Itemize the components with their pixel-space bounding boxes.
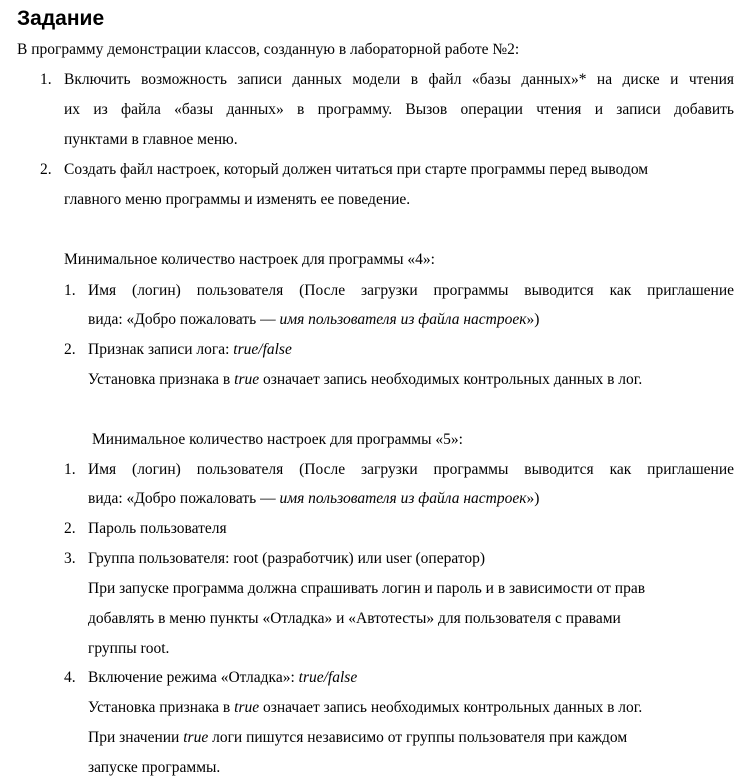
setting-note: Установка признака в true означает запись необходимых контрольных данных в лог. (88, 371, 643, 388)
setting-text-line: вида: «Добро пожаловать — имя пользователя из файла настроек») (88, 490, 540, 507)
setting-emphasis: имя пользователя из файла настроек (279, 311, 527, 328)
setting-number: 4. (64, 669, 76, 686)
task-number: 1. (40, 71, 52, 88)
setting-number: 3. (64, 550, 76, 567)
setting-text-line: Включение режима «Отладка»: true/false (88, 669, 358, 686)
task-text-line: Включить возможность записи данных модели в файл «базы данных»* на диске и чтения (64, 71, 734, 88)
setting-number: 1. (64, 461, 76, 478)
grade4-title: Минимальное количество настроек для программы «4»: (64, 251, 435, 268)
setting-text-line: Признак записи лога: true/false (88, 341, 292, 358)
setting-value: true/false (233, 341, 292, 358)
task-number: 2. (40, 161, 52, 178)
setting-note: добавлять в меню пункты «Отладка» и «Автотесты» для пользователя с правами (88, 610, 621, 627)
setting-text-line: Имя (логин) пользователя (После загрузки программы выводится как приглашение (88, 461, 734, 478)
task-text-line: их из файла «базы данных» в программу. Вызов операции чтения и записи добавить (64, 101, 734, 118)
setting-text-line: Имя (логин) пользователя (После загрузки программы выводится как приглашение (88, 282, 734, 299)
setting-note: При запуске программа должна спрашивать логин и пароль и в зависимости от прав (88, 580, 646, 597)
setting-number: 2. (64, 341, 76, 358)
setting-note: При значении true логи пишутся независимо от группы пользователя при каждом (88, 729, 628, 746)
intro-text: В программу демонстрации классов, созданную в лабораторной работе №2: (17, 41, 520, 58)
setting-text-line: вида: «Добро пожаловать — имя пользователя из файла настроек») (88, 311, 540, 328)
setting-value: true/false (298, 669, 358, 686)
setting-number: 1. (64, 282, 76, 299)
task-text-line: главного меню программы и изменять ее поведение. (64, 191, 411, 208)
page-heading: Задание (17, 7, 105, 30)
setting-text-line: Группа пользователя: root (разработчик) или user (оператор) (88, 550, 486, 567)
grade5-title: Минимальное количество настроек для программы «5»: (92, 431, 463, 448)
task-text-line: Создать файл настроек, который должен читаться при старте программы перед выводом (64, 161, 649, 178)
task-text-line: пунктами в главное меню. (64, 131, 238, 148)
setting-emphasis: имя пользователя из файла настроек (279, 490, 527, 507)
setting-number: 2. (64, 520, 76, 537)
setting-note: группы root. (88, 640, 170, 657)
setting-note: Установка признака в true означает запись необходимых контрольных данных в лог. (88, 699, 643, 716)
setting-text-line: Пароль пользователя (88, 520, 227, 537)
setting-note: запуске программы. (88, 759, 221, 776)
